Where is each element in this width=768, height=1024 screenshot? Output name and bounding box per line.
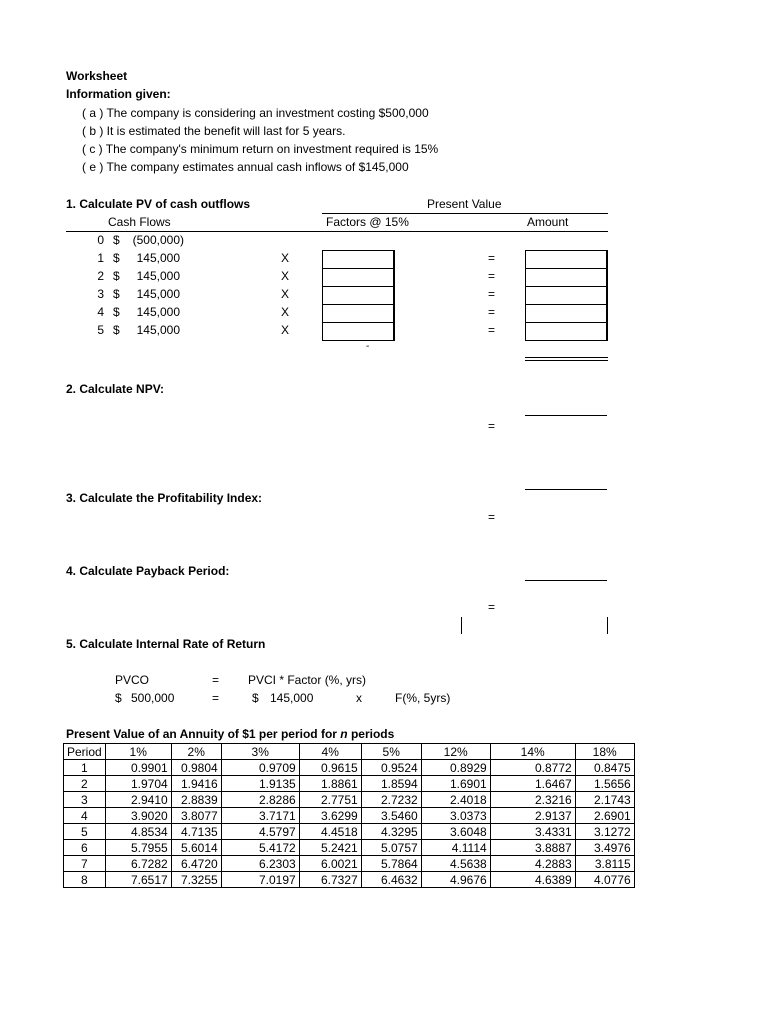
factor-cell: 3.8077 [171,808,221,824]
factor-cell: 3.8115 [575,856,634,872]
factor-cell: 2.8286 [221,792,299,808]
factor-function: F(%, 5yrs) [395,691,451,705]
factor-cell: 4.1114 [421,840,490,856]
factor-cell: 1.6901 [421,776,490,792]
pvci-value: 145,000 [270,691,314,705]
period-cell: 6 [64,840,106,856]
period-cell: 5 [64,824,106,840]
factor-cell: 2.9137 [490,808,575,824]
factor-cell: 5.0757 [361,840,421,856]
row-year: 2 [97,269,104,283]
factor-cell: 2.6901 [575,808,634,824]
npv-answer-line[interactable] [525,415,607,416]
info-heading: Information given: [66,87,171,101]
factor-input-4[interactable] [322,304,395,323]
factor-cell: 6.2303 [221,856,299,872]
info-item-b: ( b ) It is estimated the benefit will last for 5 years. [82,124,346,138]
factor-cell: 1.5656 [575,776,634,792]
factor-cell: 5.7955 [105,840,171,856]
section4-title: 4. Calculate Payback Period: [66,564,230,578]
factor-cell: 1.8861 [299,776,361,792]
period-cell: 7 [64,856,106,872]
annuity-title-suffix: periods [347,727,395,741]
present-value-heading: Present Value [427,197,502,211]
pv-heading-rule [322,213,608,214]
bracket-right [607,617,608,634]
period-cell: 8 [64,872,106,888]
factor-cell: 0.9804 [171,760,221,776]
annuity-table [63,743,635,888]
factor-cell: 6.0021 [299,856,361,872]
row-amount: (500,000) [132,233,184,247]
factor-cell: 0.9524 [361,760,421,776]
factor-cell: 4.3295 [361,824,421,840]
factor-cell: 4.5638 [421,856,490,872]
factor-input-5[interactable] [322,322,395,341]
header-period: Period [64,744,106,760]
row-year: 5 [97,323,104,337]
factor-cell: 2.8839 [171,792,221,808]
multiply-sign: X [281,323,290,337]
factor-cell: 7.0197 [221,872,299,888]
factor-cell: 3.8887 [490,840,575,856]
row-amount: 145,000 [136,269,180,283]
worksheet-title: Worksheet [66,69,128,83]
pvci-currency: $ [252,691,259,705]
factor-cell: 3.9020 [105,808,171,824]
row-amount: 145,000 [136,305,180,319]
factor-cell: 4.5797 [221,824,299,840]
payback-equals: = [488,600,496,614]
factor-cell: 0.8929 [421,760,490,776]
header-rate: 14% [490,744,575,760]
period-cell: 3 [64,792,106,808]
dash-mark: - [366,341,370,352]
factor-cell: 7.6517 [105,872,171,888]
payback-answer-line[interactable] [525,580,607,581]
factor-cell: 2.7232 [361,792,421,808]
section3-title: 3. Calculate the Profitability Index: [66,491,263,505]
factor-cell: 4.8534 [105,824,171,840]
factor-cell: 3.0373 [421,808,490,824]
table-header-row [64,744,635,760]
row-year: 0 [97,233,104,247]
row-currency: $ [113,287,120,301]
factor-cell: 1.9135 [221,776,299,792]
factor-cell: 1.9704 [105,776,171,792]
factor-cell: 6.7327 [299,872,361,888]
factor-input-1[interactable] [322,250,395,269]
factor-cell: 0.8475 [575,760,634,776]
period-cell: 1 [64,760,106,776]
multiply-sign: X [281,269,290,283]
header-rate: 12% [421,744,490,760]
row-amount: 145,000 [136,287,180,301]
equals-sign: = [488,251,496,265]
factor-cell: 6.7282 [105,856,171,872]
annuity-table-title [66,727,394,741]
factor-cell: 0.8772 [490,760,575,776]
amount-input-4[interactable] [525,304,608,323]
info-item-a: ( a ) The company is considering an investment costing $500,000 [82,106,429,120]
header-rate: 1% [105,744,171,760]
period-cell: 2 [64,776,106,792]
factor-cell: 1.6467 [490,776,575,792]
header-rate: 2% [171,744,221,760]
factor-cell: 4.7135 [171,824,221,840]
row-currency: $ [113,323,120,337]
pi-equals: = [488,510,496,524]
factor-input-3[interactable] [322,286,395,305]
amount-input-2[interactable] [525,268,608,287]
table-row [64,824,635,840]
factor-cell: 6.4632 [361,872,421,888]
factor-cell: 1.8594 [361,776,421,792]
pvco-value-equals: = [212,691,220,705]
table-row [64,856,635,872]
pvco-currency: $ [115,691,122,705]
factor-cell: 0.9709 [221,760,299,776]
factor-cell: 2.4018 [421,792,490,808]
table-row [64,776,635,792]
multiply-sign: X [281,287,290,301]
section5-title: 5. Calculate Internal Rate of Return [66,637,266,651]
row-amount: 145,000 [136,251,180,265]
header-rate: 4% [299,744,361,760]
pi-answer-line[interactable] [525,489,607,490]
amount-input-3[interactable] [525,286,608,305]
factor-cell: 5.2421 [299,840,361,856]
table-row [64,840,635,856]
factor-cell: 1.9416 [171,776,221,792]
row-currency: $ [113,305,120,319]
col-amount: Amount [527,215,569,229]
factor-cell: 3.6299 [299,808,361,824]
annuity-title-text: Present Value of an Annuity of $1 per period for [66,727,341,741]
info-item-e: ( e ) The company estimates annual cash inflows of $145,000 [82,160,409,174]
times-sign: x [356,691,362,705]
irr-formula: PVCI * Factor (%, yrs) [248,673,367,687]
table-row [64,808,635,824]
multiply-sign: X [281,305,290,319]
factor-cell: 4.2883 [490,856,575,872]
factor-cell: 2.7751 [299,792,361,808]
factor-cell: 2.3216 [490,792,575,808]
row-currency: $ [113,269,120,283]
table-row [64,792,635,808]
factor-cell: 3.7171 [221,808,299,824]
factor-cell: 5.4172 [221,840,299,856]
factor-cell: 3.4331 [490,824,575,840]
header-rate: 5% [361,744,421,760]
total-double-rule-bottom [525,360,608,361]
factor-cell: 0.9901 [105,760,171,776]
period-cell: 4 [64,808,106,824]
factor-cell: 6.4720 [171,856,221,872]
factor-cell: 3.4976 [575,840,634,856]
pvco-equals: = [212,673,220,687]
factor-cell: 3.1272 [575,824,634,840]
npv-equals: = [488,419,496,433]
header-rule [66,231,608,232]
factor-cell: 3.5460 [361,808,421,824]
equals-sign: = [488,323,496,337]
table-row [64,872,635,888]
factor-cell: 4.4518 [299,824,361,840]
col-cash-flows: Cash Flows [108,215,171,229]
factor-cell: 7.3255 [171,872,221,888]
header-rate: 3% [221,744,299,760]
row-year: 3 [97,287,104,301]
equals-sign: = [488,305,496,319]
pvco-label: PVCO [115,673,150,687]
amount-input-1[interactable] [525,250,608,269]
bracket-left [461,617,462,634]
total-double-rule-top [525,357,608,358]
factor-cell: 3.6048 [421,824,490,840]
equals-sign: = [488,287,496,301]
factor-cell: 5.7864 [361,856,421,872]
factor-cell: 5.6014 [171,840,221,856]
amount-input-5[interactable] [525,322,608,341]
row-currency: $ [113,251,120,265]
factor-cell: 4.9676 [421,872,490,888]
header-rate: 18% [575,744,634,760]
table-row [64,760,635,776]
annuity-title-n: n [340,727,348,741]
col-factors: Factors @ 15% [326,215,409,229]
equals-sign: = [488,269,496,283]
row-currency: $ [113,233,120,247]
pvco-value: 500,000 [131,691,175,705]
row-year: 4 [97,305,104,319]
factor-cell: 2.9410 [105,792,171,808]
factor-cell: 4.6389 [490,872,575,888]
info-item-c: ( c ) The company's minimum return on investment required is 15% [82,142,439,156]
row-amount: 145,000 [136,323,180,337]
factor-cell: 2.1743 [575,792,634,808]
factor-cell: 0.9615 [299,760,361,776]
row-year: 1 [97,251,104,265]
section2-title: 2. Calculate NPV: [66,382,165,396]
factor-cell: 4.0776 [575,872,634,888]
multiply-sign: X [281,251,290,265]
factor-input-2[interactable] [322,268,395,287]
section1-title: 1. Calculate PV of cash outflows [66,197,251,211]
